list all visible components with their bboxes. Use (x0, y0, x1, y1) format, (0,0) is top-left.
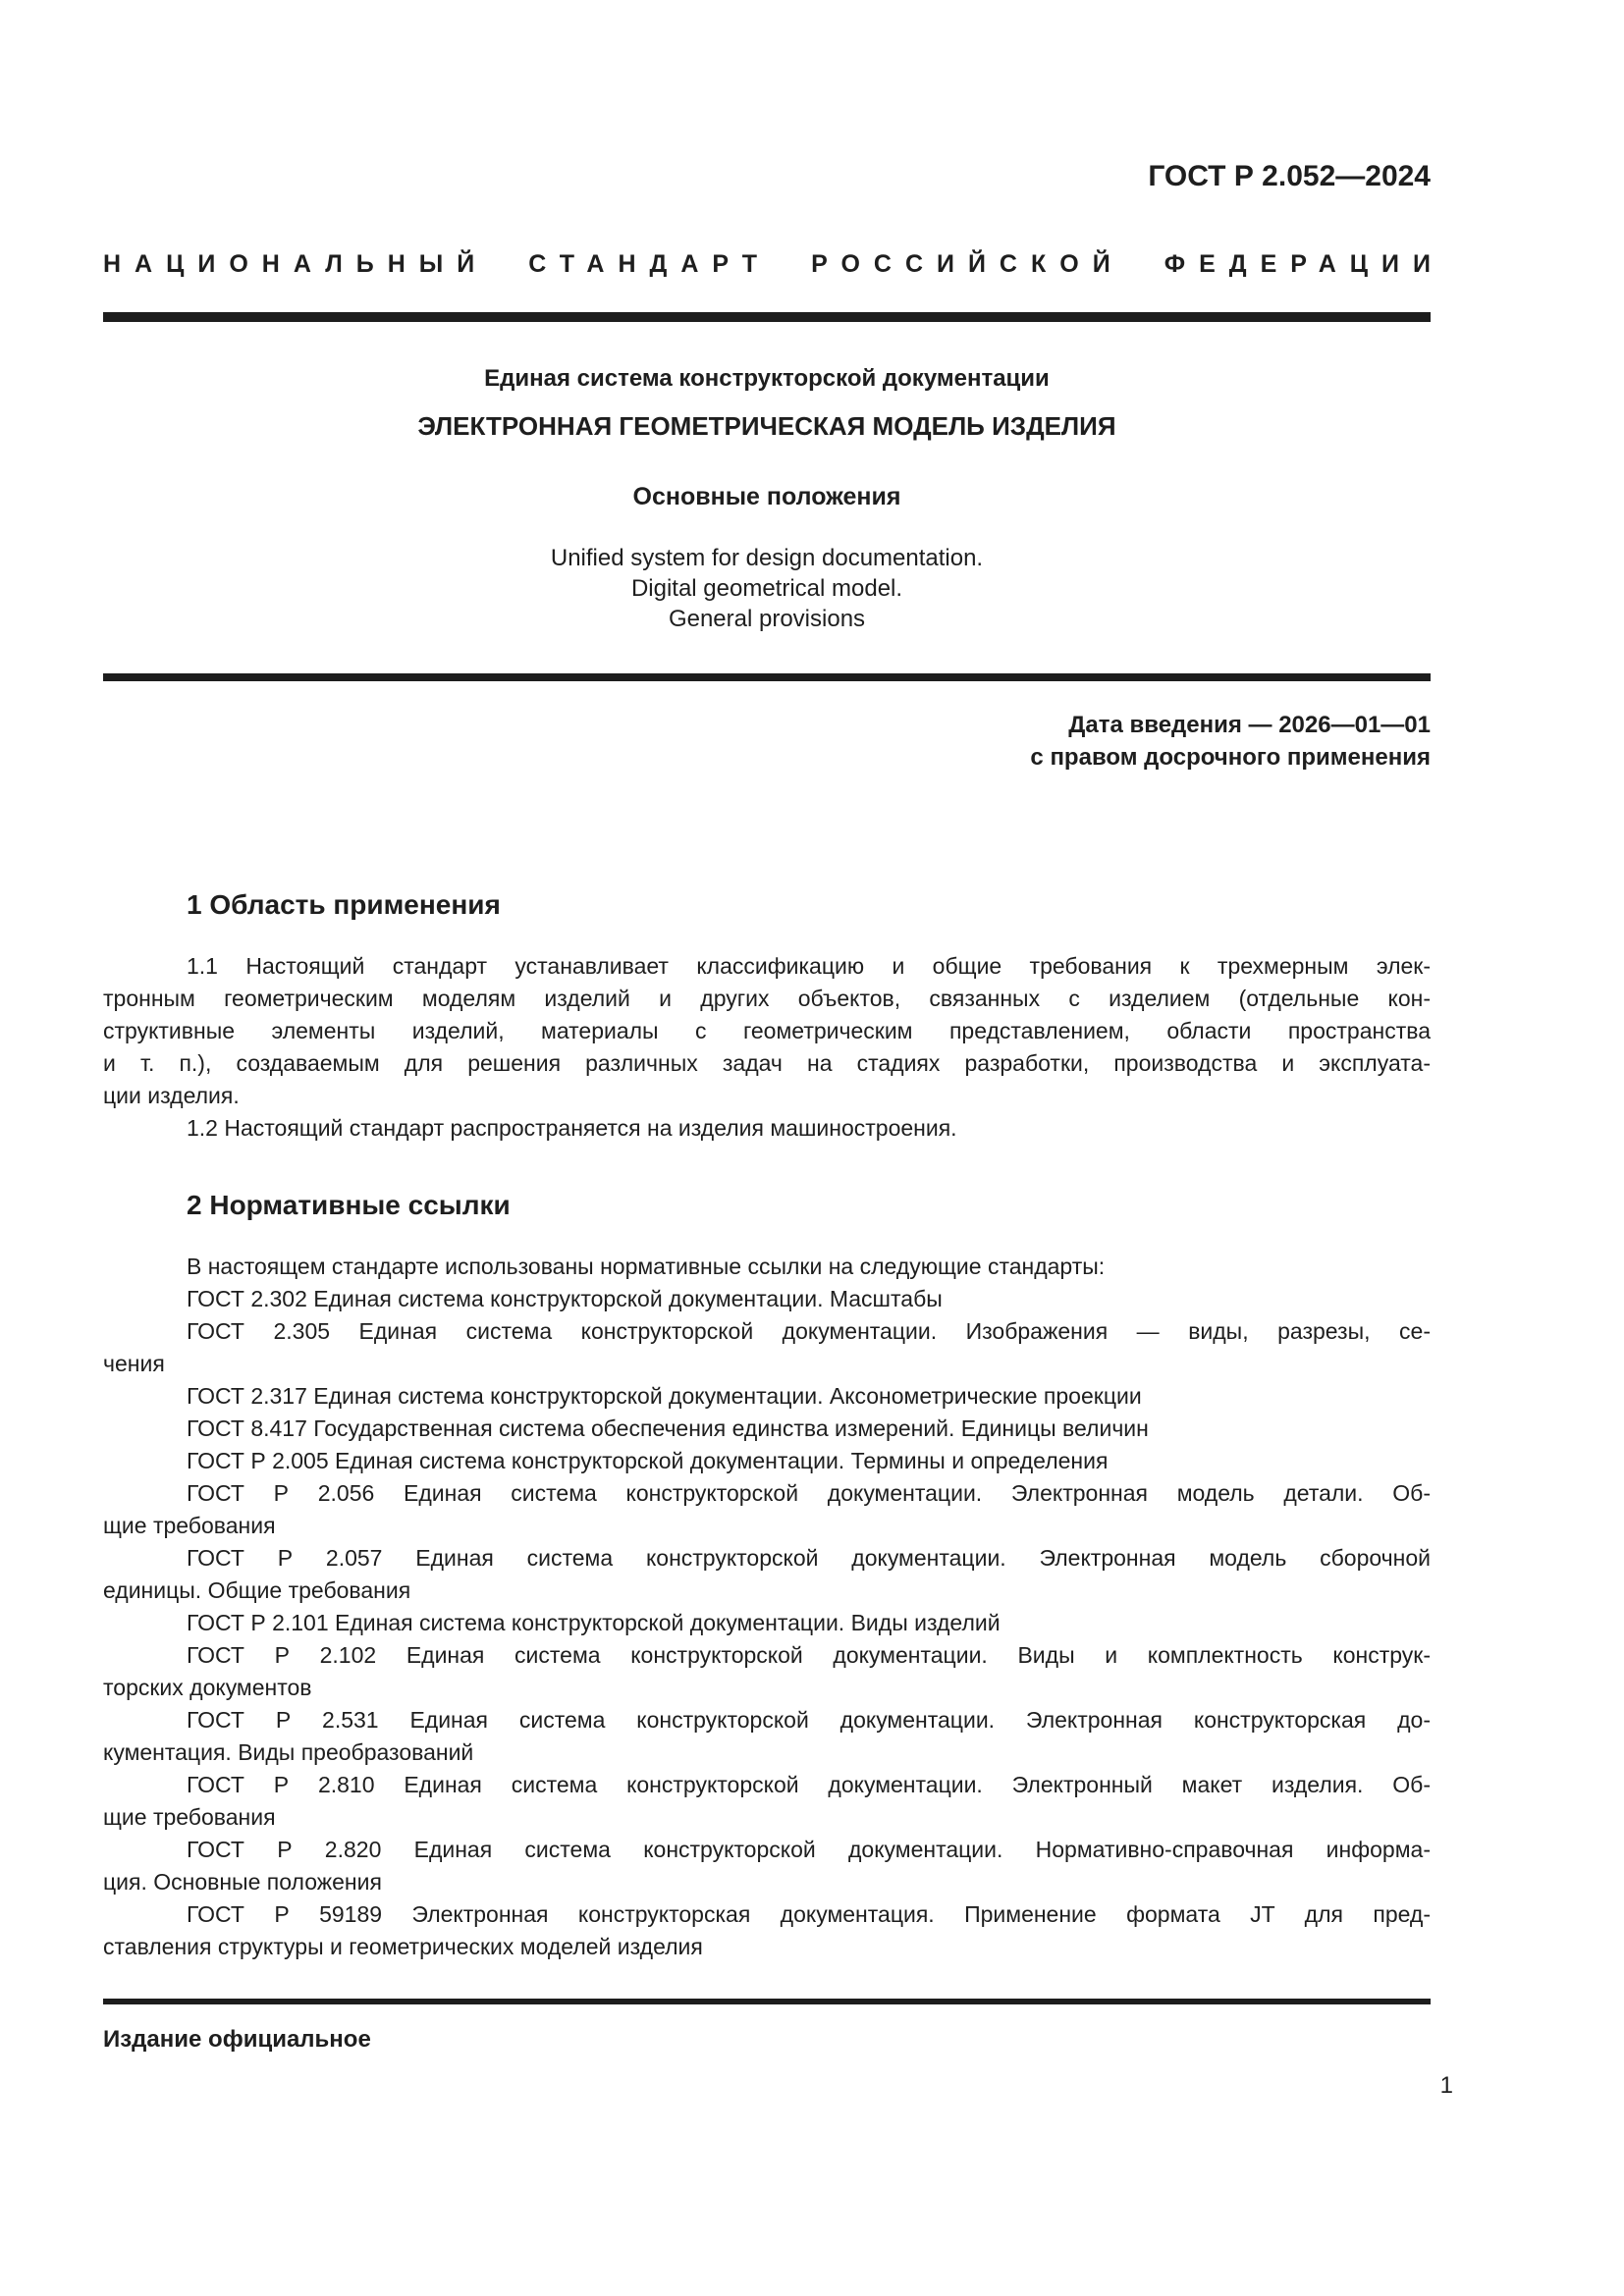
national-standard-banner (103, 250, 1444, 278)
body-line: ГОСТ Р 2.057 Единая система конструкторской документации. Электронная модель сборочной (187, 1545, 1431, 1571)
body-line: ГОСТ 2.317 Единая система конструкторской документации. Аксонометрические проекции (187, 1383, 1142, 1409)
body-line: ГОСТ Р 2.810 Единая система конструкторской документации. Электронный макет изделия. Об- (187, 1772, 1431, 1797)
banner-word: СТАНДАРТ (528, 250, 772, 278)
english-title-line: Unified system for design documentation. (550, 545, 984, 571)
section-2-body (103, 1251, 1431, 1963)
body-line: щие требования (103, 1513, 276, 1538)
body-line: ГОСТ Р 2.005 Единая система конструкторской документации. Термины и определения (187, 1448, 1109, 1473)
divider-rule-top (103, 312, 1431, 322)
body-line: ГОСТ Р 2.531 Единая система конструкторской документации. Электронная конструкторская до- (187, 1707, 1431, 1733)
body-line: чения (103, 1351, 165, 1376)
body-line: ГОСТ 8.417 Государственная система обеспечения единства измерений. Единицы величин (187, 1415, 1149, 1441)
body-line: щие требования (103, 1804, 276, 1830)
document-subtitle: Основные положения (632, 483, 901, 510)
section-2-heading: 2 Нормативные ссылки (187, 1190, 511, 1220)
body-line: ГОСТ Р 2.056 Единая система конструкторской документации. Электронная модель детали. Об- (187, 1480, 1431, 1506)
effective-date-line: Дата введения — 2026—01—01 (1068, 712, 1431, 738)
divider-rule-middle (103, 673, 1431, 681)
banner-word: РОССИЙСКОЙ (811, 250, 1124, 278)
body-line: 1.2 Настоящий стандарт распространяется на изделия машиностроения. (187, 1115, 957, 1141)
early-application-line: с правом досрочного применения (1030, 744, 1431, 771)
body-line: ГОСТ Р 2.820 Единая система конструкторской документации. Нормативно-справочная информа- (187, 1837, 1431, 1862)
body-line: структивные элементы изделий, материалы с геометрическим представлением, области пространства (103, 1018, 1431, 1043)
effective-date-block (103, 709, 1431, 774)
section-1-body (103, 950, 1431, 1145)
body-line: единицы. Общие требования (103, 1577, 411, 1603)
banner-word: НАЦИОНАЛЬНЫЙ (103, 250, 489, 278)
body-line: ГОСТ Р 59189 Электронная конструкторская документация. Применение формата JT для пред- (187, 1901, 1431, 1927)
doc-number: ГОСТ Р 2.052—2024 (1148, 160, 1431, 192)
body-line: тронным геометрическим моделям изделий и других объектов, связанных с изделием (отдельные кон- (103, 986, 1431, 1011)
body-line: и т. п.), создаваемым для решения различных задач на стадиях разработки, производства и эксплуата- (103, 1050, 1431, 1076)
english-title-block (103, 543, 1431, 634)
body-line: 1.1 Настоящий стандарт устанавливает классификацию и общие требования к трехмерным элек- (187, 953, 1431, 979)
english-title-line: Digital geometrical model. (630, 575, 903, 602)
body-line: ГОСТ Р 2.102 Единая система конструкторской документации. Виды и комплектность конструк- (187, 1642, 1431, 1668)
section-1-heading: 1 Область применения (187, 889, 501, 920)
document-title: ЭЛЕКТРОННАЯ ГЕОМЕТРИЧЕСКАЯ МОДЕЛЬ ИЗДЕЛИЯ (417, 411, 1116, 441)
body-line: торских документов (103, 1675, 312, 1700)
body-line: кументация. Виды преобразований (103, 1739, 474, 1765)
divider-rule-bottom (103, 1999, 1431, 2004)
body-line: ставления структуры и геометрических моделей изделия (103, 1934, 703, 1959)
body-line: ГОСТ Р 2.101 Единая система конструкторской документации. Виды изделий (187, 1610, 1001, 1635)
page-number: 1 (1439, 2072, 1453, 2099)
english-title-line: General provisions (668, 606, 866, 632)
official-edition-note: Издание официальное (103, 2026, 371, 2053)
body-line: ция. Основные положения (103, 1869, 382, 1895)
body-line: ции изделия. (103, 1083, 240, 1108)
body-line: ГОСТ 2.302 Единая система конструкторской документации. Масштабы (187, 1286, 943, 1311)
banner-word: ФЕДЕРАЦИИ (1164, 250, 1444, 278)
body-line: В настоящем стандарте использованы нормативные ссылки на следующие стандарты: (187, 1254, 1106, 1279)
eskd-system-line: Единая система конструкторской документации (484, 365, 1050, 392)
body-line: ГОСТ 2.305 Единая система конструкторской документации. Изображения — виды, разрезы, се- (187, 1318, 1431, 1344)
